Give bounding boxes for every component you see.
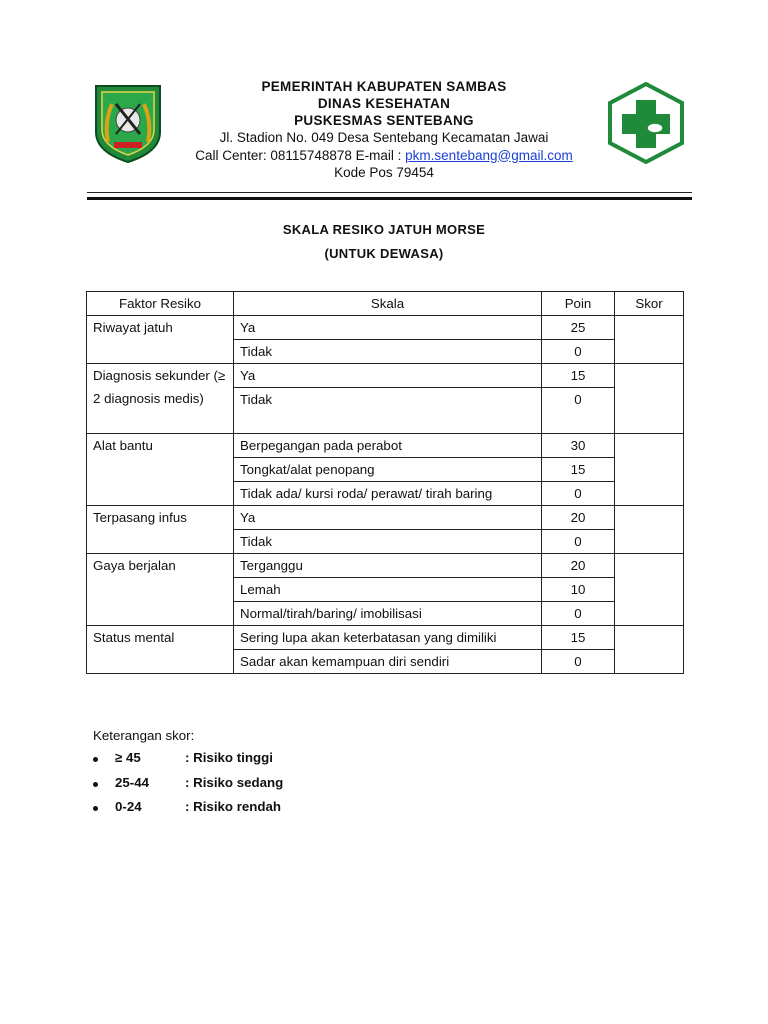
skala-cell: Tidak xyxy=(234,530,542,554)
legend-range: 25-44 xyxy=(115,774,150,790)
col-header-poin: Poin xyxy=(542,292,615,316)
skor-input-cell[interactable] xyxy=(615,364,684,434)
poin-cell: 0 xyxy=(542,530,615,554)
poin-cell: 15 xyxy=(542,626,615,650)
poin-cell: 0 xyxy=(542,482,615,506)
skala-cell: Normal/tirah/baring/ imobilisasi xyxy=(234,602,542,626)
table-row xyxy=(87,434,684,458)
skala-cell: Tongkat/alat penopang xyxy=(234,458,542,482)
skala-cell: Ya xyxy=(234,316,542,340)
skala-cell: Lemah xyxy=(234,578,542,602)
factor-cell: Riwayat jatuh xyxy=(87,316,234,364)
postal-code: Kode Pos 79454 xyxy=(334,165,434,180)
department-name: DINAS KESEHATAN xyxy=(317,96,451,111)
poin-cell: 15 xyxy=(542,458,615,482)
factor-cell: Terpasang infus xyxy=(87,506,234,554)
bullet-icon xyxy=(93,806,98,811)
poin-cell: 25 xyxy=(542,316,615,340)
government-name: PEMERINTAH KABUPATEN SAMBAS xyxy=(261,79,507,94)
email-link[interactable]: pkm.sentebang@gmail.com xyxy=(405,147,573,163)
legend-label: : Risiko tinggi xyxy=(185,750,273,765)
clinic-name: PUSKESMAS SENTEBANG xyxy=(294,113,474,128)
address: Jl. Stadion No. 049 Desa Sentebang Kecamatan Jawai xyxy=(219,130,549,145)
skala-cell: Tidak xyxy=(234,388,542,434)
table-row xyxy=(87,506,684,530)
factor-cell: Alat bantu xyxy=(87,434,234,506)
skala-cell: Tidak xyxy=(234,340,542,364)
table-row xyxy=(87,316,684,340)
morse-fall-risk-table xyxy=(86,291,684,674)
legend-range: ≥ 45 xyxy=(115,750,141,765)
bullet-icon xyxy=(93,757,98,762)
skala-cell: Tidak ada/ kursi roda/ perawat/ tirah baring xyxy=(234,482,542,506)
poin-cell: 30 xyxy=(542,434,615,458)
skor-input-cell[interactable] xyxy=(615,626,684,674)
factor-cell: Status mental xyxy=(87,626,234,674)
col-header-skor: Skor xyxy=(615,292,684,316)
legend-range: 0-24 xyxy=(115,799,142,814)
document-subtitle: (UNTUK DEWASA) xyxy=(324,246,444,261)
table-row xyxy=(87,554,684,578)
skala-cell: Terganggu xyxy=(234,554,542,578)
legend-item xyxy=(93,774,284,800)
header-divider-thick xyxy=(87,197,692,200)
poin-cell: 15 xyxy=(542,364,615,388)
factor-cell: Diagnosis sekunder (≥ 2 diagnosis medis) xyxy=(87,364,234,434)
table-header-row xyxy=(87,292,684,316)
factor-cell: Gaya berjalan xyxy=(87,554,234,626)
col-header-faktor: Faktor Resiko xyxy=(87,292,234,316)
score-legend xyxy=(93,727,284,824)
skor-input-cell[interactable] xyxy=(615,554,684,626)
skor-input-cell[interactable] xyxy=(615,506,684,554)
skala-cell: Ya xyxy=(234,506,542,530)
poin-cell: 0 xyxy=(542,388,615,434)
poin-cell: 20 xyxy=(542,554,615,578)
legend-label: : Risiko rendah xyxy=(185,799,282,814)
bullet-icon xyxy=(93,782,98,787)
poin-cell: 20 xyxy=(542,506,615,530)
table-row xyxy=(87,626,684,650)
skala-cell: Ya xyxy=(234,364,542,388)
skala-cell: Sering lupa akan keterbatasan yang dimiliki xyxy=(234,626,542,650)
document-title: SKALA RESIKO JATUH MORSE xyxy=(282,222,486,237)
poin-cell: 0 xyxy=(542,602,615,626)
legend-item xyxy=(93,750,273,775)
skala-cell: Sadar akan kemampuan diri sendiri xyxy=(234,650,542,674)
legend-item xyxy=(93,799,282,824)
poin-cell: 10 xyxy=(542,578,615,602)
col-header-skala: Skala xyxy=(234,292,542,316)
table-row xyxy=(87,364,684,388)
header-divider-thin xyxy=(87,192,692,193)
puskesmas-logo xyxy=(605,82,687,164)
call-center-text: Call Center: 08115748878 E-mail : xyxy=(195,147,406,163)
skor-input-cell[interactable] xyxy=(615,316,684,364)
legend-title: Keterangan skor: xyxy=(93,728,195,743)
skala-cell: Berpegangan pada perabot xyxy=(234,434,542,458)
legend-label: : Risiko sedang xyxy=(185,774,284,790)
poin-cell: 0 xyxy=(542,340,615,364)
poin-cell: 0 xyxy=(542,650,615,674)
skor-input-cell[interactable] xyxy=(615,434,684,506)
